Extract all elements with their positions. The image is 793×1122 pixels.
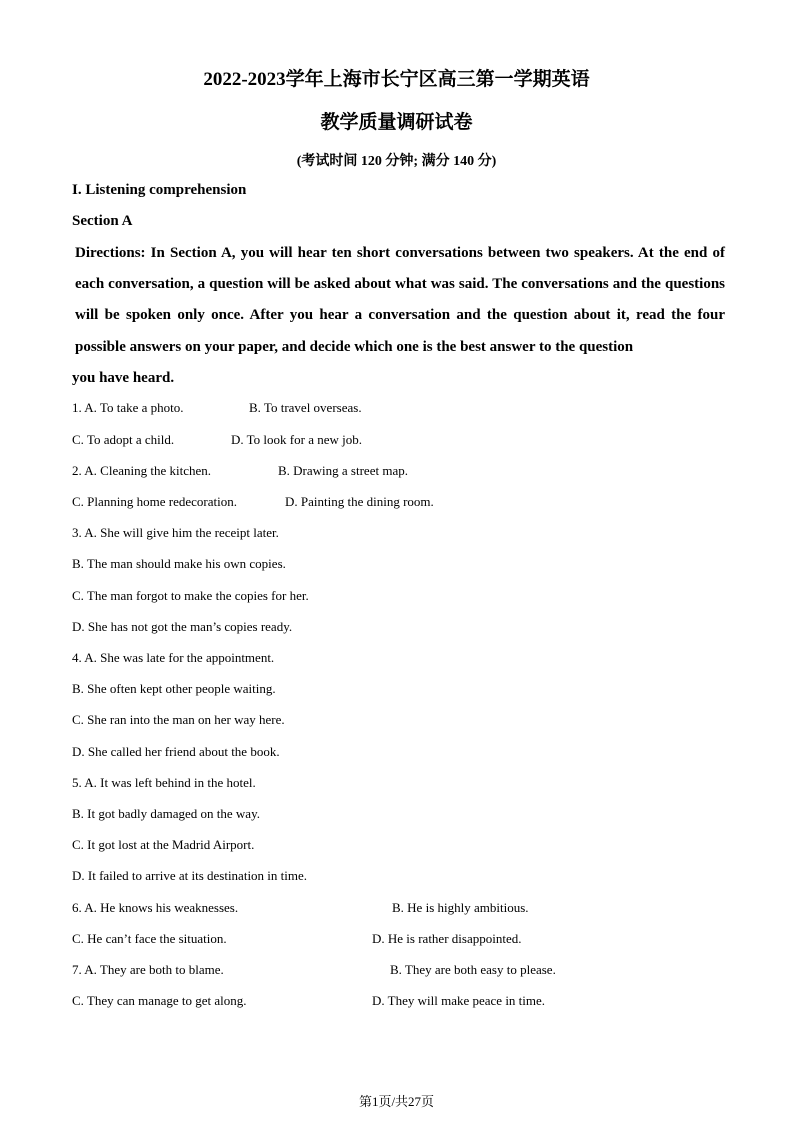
q6-option-b: B. He is highly ambitious. (392, 900, 529, 915)
q4-option-a: 4. A. She was late for the appointment. (72, 650, 275, 665)
q4-option-b: B. She often kept other people waiting. (72, 681, 276, 696)
q2-option-a: 2. A. Cleaning the kitchen. (72, 463, 212, 478)
q6-option-c: C. He can’t face the situation. (72, 931, 227, 946)
q3-option-d: D. She has not got the man’s copies ready. (72, 619, 293, 634)
page-subtitle: 教学质量调研试卷 (320, 112, 473, 133)
page-title: 2022-2023学年上海市长宁区高三第一学期英语 (203, 69, 590, 90)
q5-option-b: B. It got badly damaged on the way. (72, 806, 260, 821)
q4-option-d: D. She called her friend about the book. (72, 744, 280, 759)
q5-option-c: C. It got lost at the Madrid Airport. (72, 837, 255, 852)
q7-option-c: C. They can manage to get along. (72, 993, 247, 1008)
q7-option-a: 7. A. They are both to blame. (72, 962, 224, 977)
q2-option-d: D. Painting the dining room. (285, 494, 434, 509)
q6-option-a: 6. A. He knows his weaknesses. (72, 900, 239, 915)
q5-option-d: D. It failed to arrive at its destination in time. (72, 868, 308, 883)
exam-info: (考试时间 120 分钟; 满分 140 分) (296, 154, 497, 169)
directions-text: Directions: In Section A, you will hear ten short conversations between two speakers. At the end of each conversation, a question will be asked about what was said. The conversations and the questions will be spoken only once. After you hear a conversation and the question about it, read the four possible answers on your paper, and decide which one is the best answer to the question (75, 245, 725, 355)
q5-option-a: 5. A. It was left behind in the hotel. (72, 775, 256, 790)
q2-option-b: B. Drawing a street map. (278, 463, 408, 478)
q2-option-c: C. Planning home redecoration. (72, 494, 237, 509)
q3-option-a: 3. A. She will give him the receipt later. (72, 525, 279, 540)
part-heading: I. Listening comprehension (72, 182, 247, 198)
q4-option-c: C. She ran into the man on her way here. (72, 712, 285, 727)
section-heading: Section A (72, 213, 133, 229)
q1-option-c: C. To adopt a child. (72, 432, 175, 447)
q1-option-a: 1. A. To take a photo. (72, 400, 184, 415)
page-number: 第1页/共27页 (358, 1094, 435, 1109)
q1-option-d: D. To look for a new job. (231, 432, 362, 447)
q3-option-c: C. The man forgot to make the copies for her. (72, 588, 309, 603)
q3-option-b: B. The man should make his own copies. (72, 556, 286, 571)
q7-option-d: D. They will make peace in time. (372, 993, 546, 1008)
q7-option-b: B. They are both easy to please. (390, 962, 556, 977)
q6-option-d: D. He is rather disappointed. (372, 931, 522, 946)
q1-option-b: B. To travel overseas. (249, 400, 362, 415)
directions-last-line: you have heard. (72, 369, 175, 386)
directions (72, 238, 725, 394)
